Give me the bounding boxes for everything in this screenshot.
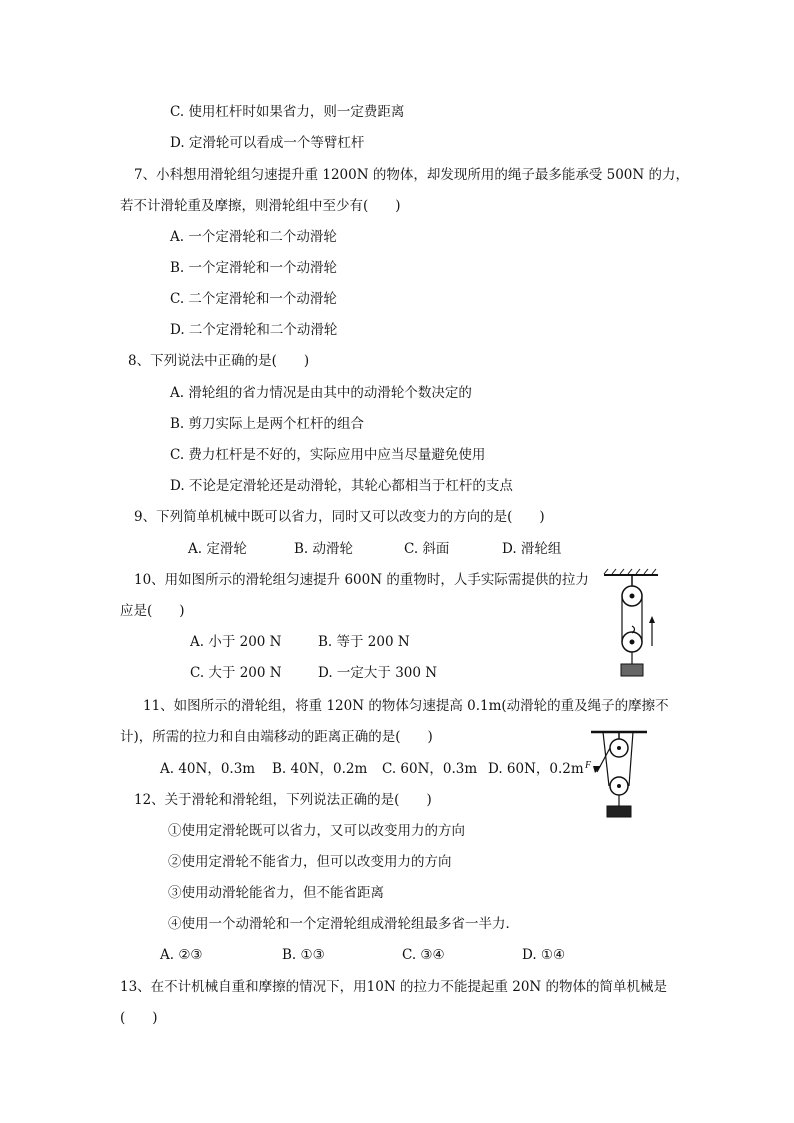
q11-force-label: F (585, 760, 592, 771)
q11-option-a: A. 40N，0.3m (160, 761, 256, 777)
q10-option-b: B. 等于 200 N (318, 634, 410, 650)
q12-statement-4: ④使用一个动滑轮和一个定滑轮组成滑轮组最多省一半力． (168, 916, 519, 932)
q13-stem-line2: ( ) (120, 1010, 158, 1026)
q11-option-b: B. 40N，0.2m (272, 761, 368, 777)
q11-pulley-diagram (585, 726, 655, 822)
q6-option-c: C. 使用杠杆时如果省力，则一定费距离 (170, 104, 405, 120)
q10-stem-line2: 应是( ) (120, 603, 185, 619)
q12-option-b: B. ①③ (282, 947, 325, 963)
q8-option-d: D. 不论是定滑轮还是动滑轮，其轮心都相当于杠杆的支点 (170, 478, 513, 494)
q7-stem-line1: 7、小科想用滑轮组匀速提升重 1200N 的物体，却发现所用的绳子最多能承受 500N 的力， (134, 167, 690, 183)
q10-pulley-diagram (600, 568, 662, 680)
q8-option-a: A. 滑轮组的省力情况是由其中的动滑轮个数决定的 (170, 385, 472, 401)
q11-stem-line2: 计)，所需的拉力和自由端移动的距离正确的是( ) (120, 729, 433, 745)
q11-stem-line1: 11、如图所示的滑轮组，将重 120N 的物体匀速提高 0.1m(动滑轮的重及绳子的摩擦不 (143, 698, 669, 714)
q9-option-a: A. 定滑轮 (188, 541, 247, 557)
q12-option-c: C. ③④ (402, 947, 445, 963)
q10-option-a: A. 小于 200 N (190, 634, 282, 650)
q12-statement-1: ①使用定滑轮既可以省力，又可以改变用力的方向 (168, 823, 465, 839)
q9-stem: 9、下列简单机械中既可以省力，同时又可以改变力的方向的是( ) (134, 509, 545, 525)
q7-stem-line2: 若不计滑轮重及摩擦，则滑轮组中至少有( ) (120, 198, 401, 214)
q10-option-c: C. 大于 200 N (190, 665, 282, 681)
q9-option-d: D. 滑轮组 (502, 541, 562, 557)
q11-option-d: D. 60N，0.2m (488, 761, 584, 777)
q9-option-c: C. 斜面 (404, 541, 450, 557)
q7-option-c: C. 二个定滑轮和一个动滑轮 (170, 291, 337, 307)
q11-option-c: C. 60N，0.3m (382, 761, 478, 777)
q10-option-d: D. 一定大于 300 N (318, 665, 438, 681)
q12-stem: 12、关于滑轮和滑轮组，下列说法正确的是( ) (134, 792, 432, 808)
q7-option-b: B. 一个定滑轮和一个动滑轮 (170, 260, 338, 276)
q7-option-d: D. 二个定滑轮和二个动滑轮 (170, 322, 338, 338)
q8-stem: 8、下列说法中正确的是( ) (128, 353, 310, 369)
q12-option-a: A. ②③ (160, 947, 203, 963)
q10-stem-line1: 10、用如图所示的滑轮组匀速提升 600N 的重物时，人手实际需提供的拉力 (134, 572, 589, 588)
q6-option-d: D. 定滑轮可以看成一个等臂杠杆 (170, 135, 365, 151)
q12-statement-3: ③使用动滑轮能省力，但不能省距离 (168, 885, 384, 901)
q13-stem-line1: 13、在不计机械自重和摩擦的情况下，用10N 的拉力不能提起重 20N 的物体的简单机械是 (120, 979, 668, 995)
q8-option-c: C. 费力杠杆是不好的，实际应用中应当尽量避免使用 (170, 447, 486, 463)
q12-statement-2: ②使用定滑轮不能省力，但可以改变用力的方向 (168, 854, 452, 870)
q12-option-d: D. ①④ (522, 947, 566, 963)
q9-option-b: B. 动滑轮 (294, 541, 354, 557)
q7-option-a: A. 一个定滑轮和二个动滑轮 (170, 229, 337, 245)
q8-option-b: B. 剪刀实际上是两个杠杆的组合 (170, 416, 365, 432)
